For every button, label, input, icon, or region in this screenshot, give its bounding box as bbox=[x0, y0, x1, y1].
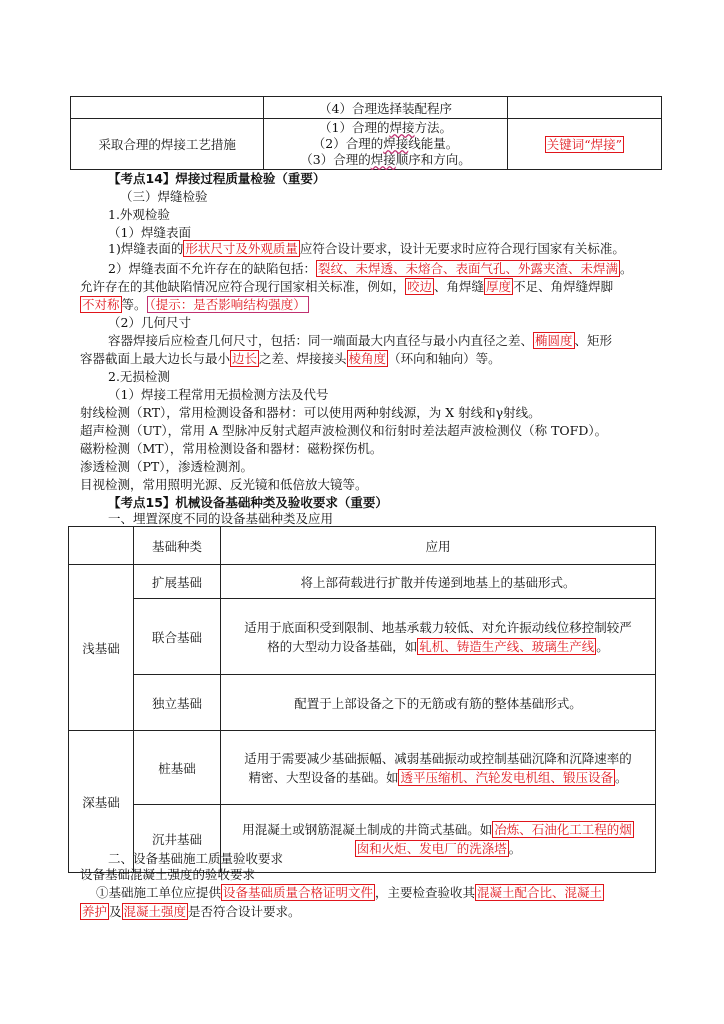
foundation-name bbox=[134, 565, 221, 599]
paragraph-line bbox=[108, 240, 625, 258]
app-line bbox=[222, 820, 654, 839]
text: 不足、角焊缝焊脚 bbox=[513, 279, 614, 294]
app-line bbox=[222, 768, 654, 787]
item-heading: （1）焊接工程常用无损检测方法及代号 bbox=[108, 387, 329, 402]
table-header-app bbox=[221, 527, 656, 565]
highlight-box: 透平压缩机、汽轮发电机组、锻压设备 bbox=[400, 769, 613, 785]
top-table-cell bbox=[507, 97, 661, 119]
subsection-heading: （三）焊缝检验 bbox=[120, 189, 208, 204]
text: 允许存在的其他缺陷情况应符合现行国家相关标准，例如， bbox=[80, 279, 406, 294]
section-title-15: 【考点15】机械设备基础种类及验收要求（重要） bbox=[108, 495, 388, 510]
text: 顺序和方向。 bbox=[395, 152, 471, 167]
subsection-heading: 2.无损检测 bbox=[108, 369, 170, 384]
section-title-14: 【考点14】焊接过程质量检验（重要） bbox=[108, 171, 326, 186]
text: 基础种类 bbox=[151, 538, 202, 554]
text: 线能量。 bbox=[408, 136, 459, 151]
top-table-cell bbox=[264, 97, 508, 119]
method-line: 磁粉检测（MT），常用检测设备和器材：磁粉探伤机。 bbox=[80, 441, 383, 456]
paragraph-line bbox=[80, 278, 613, 296]
text: （1）合理的 bbox=[319, 120, 390, 135]
text: 、矩形 bbox=[574, 333, 613, 348]
subsection-heading: 1.外观检验 bbox=[108, 207, 170, 222]
paragraph-line bbox=[80, 903, 301, 921]
text: 容器截面上最大边长与最小 bbox=[80, 351, 231, 366]
method-line: 射线检测（RT），常用检测设备和器材：可以使用两种射线源，为 X 射线和γ射线。 bbox=[80, 405, 541, 420]
text: 。 bbox=[615, 769, 628, 785]
text: （2）合理的 bbox=[312, 136, 384, 151]
text: （3）合理的 bbox=[300, 152, 371, 167]
highlight-box: 混凝土强度 bbox=[123, 904, 187, 919]
text: 是否符合设计要求。 bbox=[188, 904, 301, 919]
text: 深基础 bbox=[82, 794, 120, 810]
text: 。 bbox=[596, 638, 609, 654]
text: 应符合设计要求，设计无要求时应符合现行国家有关标准。 bbox=[299, 241, 625, 256]
highlight-box: 轧机、铸造生产线、玻璃生产线 bbox=[419, 638, 595, 654]
method-line: 渗透检测（PT），渗透检测剂。 bbox=[80, 459, 253, 474]
highlight-box: 咬边 bbox=[407, 279, 433, 294]
text: 精密、大型设备的基础。如 bbox=[248, 769, 399, 785]
text: 方法。 bbox=[414, 120, 452, 135]
paragraph-line bbox=[80, 296, 309, 314]
text: 联合基础 bbox=[151, 629, 202, 645]
paragraph-line bbox=[108, 332, 612, 350]
keyword-note: 关键词“焊接” bbox=[546, 137, 623, 152]
measure-text: （4）合理选择装配程序 bbox=[319, 100, 452, 116]
measure-item bbox=[265, 152, 506, 168]
foundation-app bbox=[221, 805, 656, 873]
app-line: 适用于需要减少基础振幅、减弱基础振动或控制基础沉降和沉降速率的 bbox=[244, 750, 632, 766]
text: （环向和轴向）等。 bbox=[388, 351, 501, 366]
highlight-box: 冶炼、石油化工工程的烟 bbox=[494, 821, 632, 837]
method-line: 目视检测，常用照明光源、反光镜和低倍放大镜等。 bbox=[80, 477, 368, 492]
text: 2）焊缝表面不允许存在的缺陷包括： bbox=[108, 261, 316, 276]
foundation-app bbox=[221, 565, 656, 599]
text: ，主要检查验收其 bbox=[375, 885, 476, 900]
text: 应用 bbox=[425, 538, 451, 554]
foundation-name bbox=[134, 731, 221, 805]
highlight-box: 不对称 bbox=[82, 297, 120, 312]
wavy-keyword: 焊接 bbox=[389, 120, 415, 135]
hint-note: （提示：是否影响结构强度） bbox=[147, 296, 309, 313]
highlight-box: 养护 bbox=[82, 904, 108, 919]
top-table-cell bbox=[507, 119, 661, 170]
highlight-box: 混凝土配合比、混凝土 bbox=[477, 885, 603, 900]
top-table bbox=[70, 96, 662, 170]
top-table-cell bbox=[71, 119, 264, 170]
subsection-heading: 设备基础混凝土强度的验收要求 bbox=[80, 867, 256, 882]
table-header-type bbox=[134, 527, 221, 565]
highlight-box: 形状尺寸及外观质量 bbox=[185, 241, 298, 256]
paragraph-line bbox=[108, 260, 633, 278]
text: 之差、焊接接头 bbox=[259, 351, 347, 366]
text: 、角焊缝 bbox=[434, 279, 485, 294]
text: 。 bbox=[619, 261, 633, 276]
text: 等。 bbox=[121, 297, 147, 312]
foundation-app bbox=[221, 731, 656, 805]
subsection-heading: 二、设备基础施工质量验收要求 bbox=[108, 851, 284, 866]
top-table-cell bbox=[264, 119, 508, 170]
text: 配置于上部设备之下的无筋或有筋的整体基础形式。 bbox=[294, 695, 582, 711]
measure-item bbox=[265, 120, 506, 136]
text: 桩基础 bbox=[158, 760, 196, 776]
item-heading: （2）几何尺寸 bbox=[108, 315, 191, 330]
text: 独立基础 bbox=[151, 695, 202, 711]
top-table-cell bbox=[71, 97, 264, 119]
subsection-heading: 一、埋置深度不同的设备基础种类及应用 bbox=[108, 511, 334, 526]
highlight-box: 囱和火炬、发电厂的洗涤塔 bbox=[356, 840, 507, 856]
text: 浅基础 bbox=[82, 640, 120, 656]
app-line bbox=[222, 839, 654, 858]
paragraph-line bbox=[80, 350, 501, 368]
item-heading: （1）焊缝表面 bbox=[108, 225, 191, 240]
text: 沉井基础 bbox=[151, 831, 202, 847]
foundation-name bbox=[134, 675, 221, 731]
text: 将上部荷载进行扩散并传递到地基上的基础形式。 bbox=[300, 574, 576, 590]
foundation-app bbox=[221, 599, 656, 675]
highlight-box: 厚度 bbox=[486, 279, 512, 294]
highlight-box: 棱角度 bbox=[348, 351, 387, 366]
highlight-box: 设备基础质量合格证明文件 bbox=[223, 885, 374, 900]
text: 。 bbox=[508, 840, 522, 856]
text: 1)焊缝表面的 bbox=[108, 241, 184, 256]
foundation-name bbox=[134, 599, 221, 675]
category-shallow bbox=[69, 565, 134, 731]
text: 及 bbox=[109, 904, 122, 919]
paragraph-line bbox=[96, 884, 604, 902]
measure-item bbox=[265, 136, 506, 152]
app-line: 适用于底面积受到限制、地基承载力较低、对允许振动线位移控制较严 bbox=[244, 619, 632, 635]
text: ①基础施工单位应提供 bbox=[96, 885, 222, 900]
text: 格的大型动力设备基础，如 bbox=[267, 638, 418, 654]
highlight-box: 椭圆度 bbox=[535, 333, 573, 348]
app-line bbox=[222, 637, 654, 656]
highlight-box: 裂纹、未焊透、未熔合、表面气孔、外露夹渣、未焊满 bbox=[317, 261, 618, 276]
text: 扩展基础 bbox=[151, 574, 202, 590]
text: 容器焊接后应检查几何尺寸，包括：同一端面最大内直径与最小内直径之差、 bbox=[108, 333, 534, 348]
wavy-keyword: 焊接 bbox=[383, 136, 409, 151]
text: 用混凝土或钢筋混凝土制成的井筒式基础。如 bbox=[242, 821, 493, 837]
measure-label: 采取合理的焊接工艺措施 bbox=[98, 137, 236, 152]
foundation-app bbox=[221, 675, 656, 731]
foundation-table bbox=[68, 526, 656, 873]
highlight-box: 边长 bbox=[232, 351, 258, 366]
table-cell bbox=[69, 527, 134, 565]
method-line: 超声检测（UT），常用 A 型脉冲反射式超声波检测仪和衍射时差法超声波检测仪（称 TOFD）。 bbox=[80, 423, 608, 438]
wavy-keyword: 焊接 bbox=[370, 152, 396, 167]
